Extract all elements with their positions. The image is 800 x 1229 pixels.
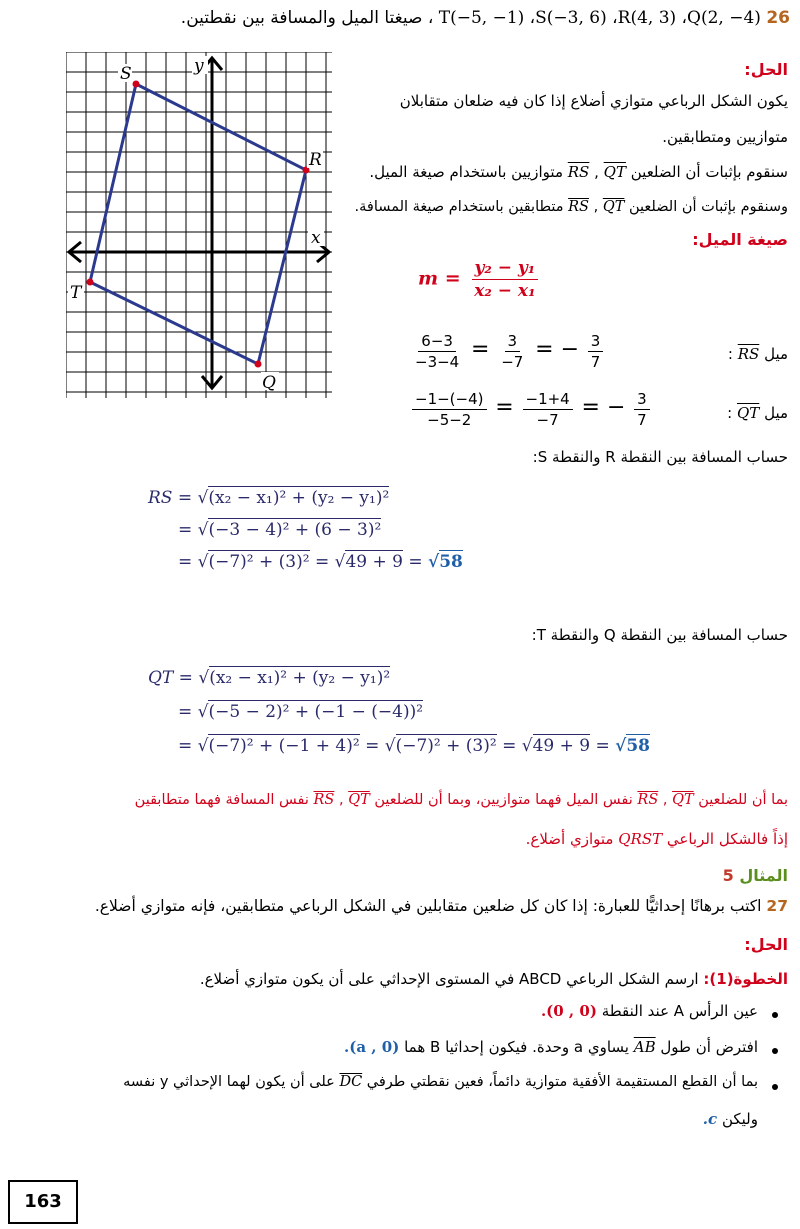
bullet-2-marker <box>772 1048 778 1054</box>
solution-label-2: الحل: <box>744 935 788 954</box>
coordinate-graph <box>66 52 332 398</box>
dist-qt-line-3: = √(−7)² + (−1 + 4)² = √(−7)² + (3)² = √49 + 9 = √58 <box>178 736 650 756</box>
problem-26-line <box>181 8 790 28</box>
dist-qt-line-1: QT = √(x₂ − x₁)² + (y₂ − y₁)² <box>148 668 391 688</box>
point-q <box>255 361 262 368</box>
label-s: S <box>120 64 132 84</box>
dist-rs-title: حساب المسافة بين النقطة R والنقطة S: <box>532 448 788 466</box>
bullet-3: بما أن القطع المستقيمة الأفقية متوازية دائماً، فعين نقطتي طرفي DC على أن يكون لهما الإحداثي y نفسه <box>123 1074 758 1090</box>
axes <box>69 58 329 388</box>
parallelogram-qrst <box>90 84 306 364</box>
example-5-label: المثال 5 <box>722 866 788 885</box>
label-x: x <box>311 228 321 248</box>
problem-text: ، صيغتا الميل والمسافة بين نقطتين. <box>180 8 434 28</box>
step-1-line: الخطوة(1): ارسم الشكل الرباعي ABCD في المستوى الإحداثي على أن يكون متوازي أضلاع. <box>199 970 788 988</box>
intro-line-3: سنقوم بإثبات أن الضلعين RS , QT متوازيين باستخدام صيغة الميل. <box>369 163 788 181</box>
problem-points: T(−5, −1) ،S(−3, 6) ،R(4, 3) ،Q(2, −4) <box>438 8 761 28</box>
slope-rs-label: ميل RS : <box>727 345 788 363</box>
slope-qt-calc: $\frac{-1-(-4)}{-5-2}$ = $\frac{-1+4}{-7}$ = − $\frac{3}{7}$ <box>408 390 654 429</box>
solution-label: الحل: <box>744 60 788 79</box>
conclusion-line-2: إذاً فالشكل الرباعي QRST متوازي أضلاع. <box>525 830 788 848</box>
dist-qt-title: حساب المسافة بين النقطة Q والنقطة T: <box>531 626 788 644</box>
dist-qt-line-2: = √(−5 − 2)² + (−1 − (−4))² <box>178 702 424 722</box>
problem-number: 26 <box>766 8 790 28</box>
bullet-3-marker <box>772 1084 778 1090</box>
label-t: T <box>70 283 82 303</box>
dist-rs-line-1: RS = √(x₂ − x₁)² + (y₂ − y₁)² <box>148 488 390 508</box>
bullet-1-marker <box>772 1012 778 1018</box>
slope-title: صيغة الميل: <box>692 230 788 249</box>
intro-line-1: يكون الشكل الرباعي متوازي أضلاع إذا كان فيه ضلعان متقابلان <box>399 92 788 110</box>
slope-rs-calc: $\frac{6-3}{-3-4}$ = $\frac{3}{-7}$ = − $\frac{3}{7}$ <box>408 332 607 371</box>
problem-27-line: 27 اكتب برهانًا إحداثيًّا للعبارة: إذا كان كل ضلعين متقابلين في الشكل الرباعي متطابقين، فإنه متوازي أضلاع. <box>94 897 788 915</box>
dist-rs-line-2: = √(−3 − 4)² + (6 − 3)² <box>178 520 382 540</box>
point-t <box>87 279 94 286</box>
label-r: R <box>309 150 322 170</box>
point-s <box>133 81 140 88</box>
intro-line-4: وسنقوم بإثبات أن الضلعين RS , QT متطابقين باستخدام صيغة المسافة. <box>354 199 788 215</box>
bullet-3-cont: وليكن c. <box>702 1110 758 1128</box>
bullet-2: افترض أن طول AB يساوي a وحدة. فيكون إحداثيا B هما (a , 0). <box>344 1038 758 1056</box>
slope-formula: m = $\frac{\text{y₂ − y₁}}{\text{x₂ − x₁}}$ <box>418 258 543 301</box>
slope-qt-label: ميل QT : <box>727 404 788 422</box>
bullet-1: عين الرأس A عند النقطة (0 , 0). <box>540 1002 758 1020</box>
conclusion-line-1: بما أن للضلعين RS , QT نفس الميل فهما متوازيين، وبما أن للضلعين RS , QT نفس المسافة فهما متطابقين <box>134 792 788 808</box>
page-number: 163 <box>8 1180 78 1224</box>
label-q: Q <box>262 373 276 393</box>
intro-line-2: متوازيين ومتطابقين. <box>662 128 788 146</box>
label-y: y <box>194 56 204 76</box>
dist-rs-line-3: = √(−7)² + (3)² = √49 + 9 = √58 <box>178 552 463 572</box>
